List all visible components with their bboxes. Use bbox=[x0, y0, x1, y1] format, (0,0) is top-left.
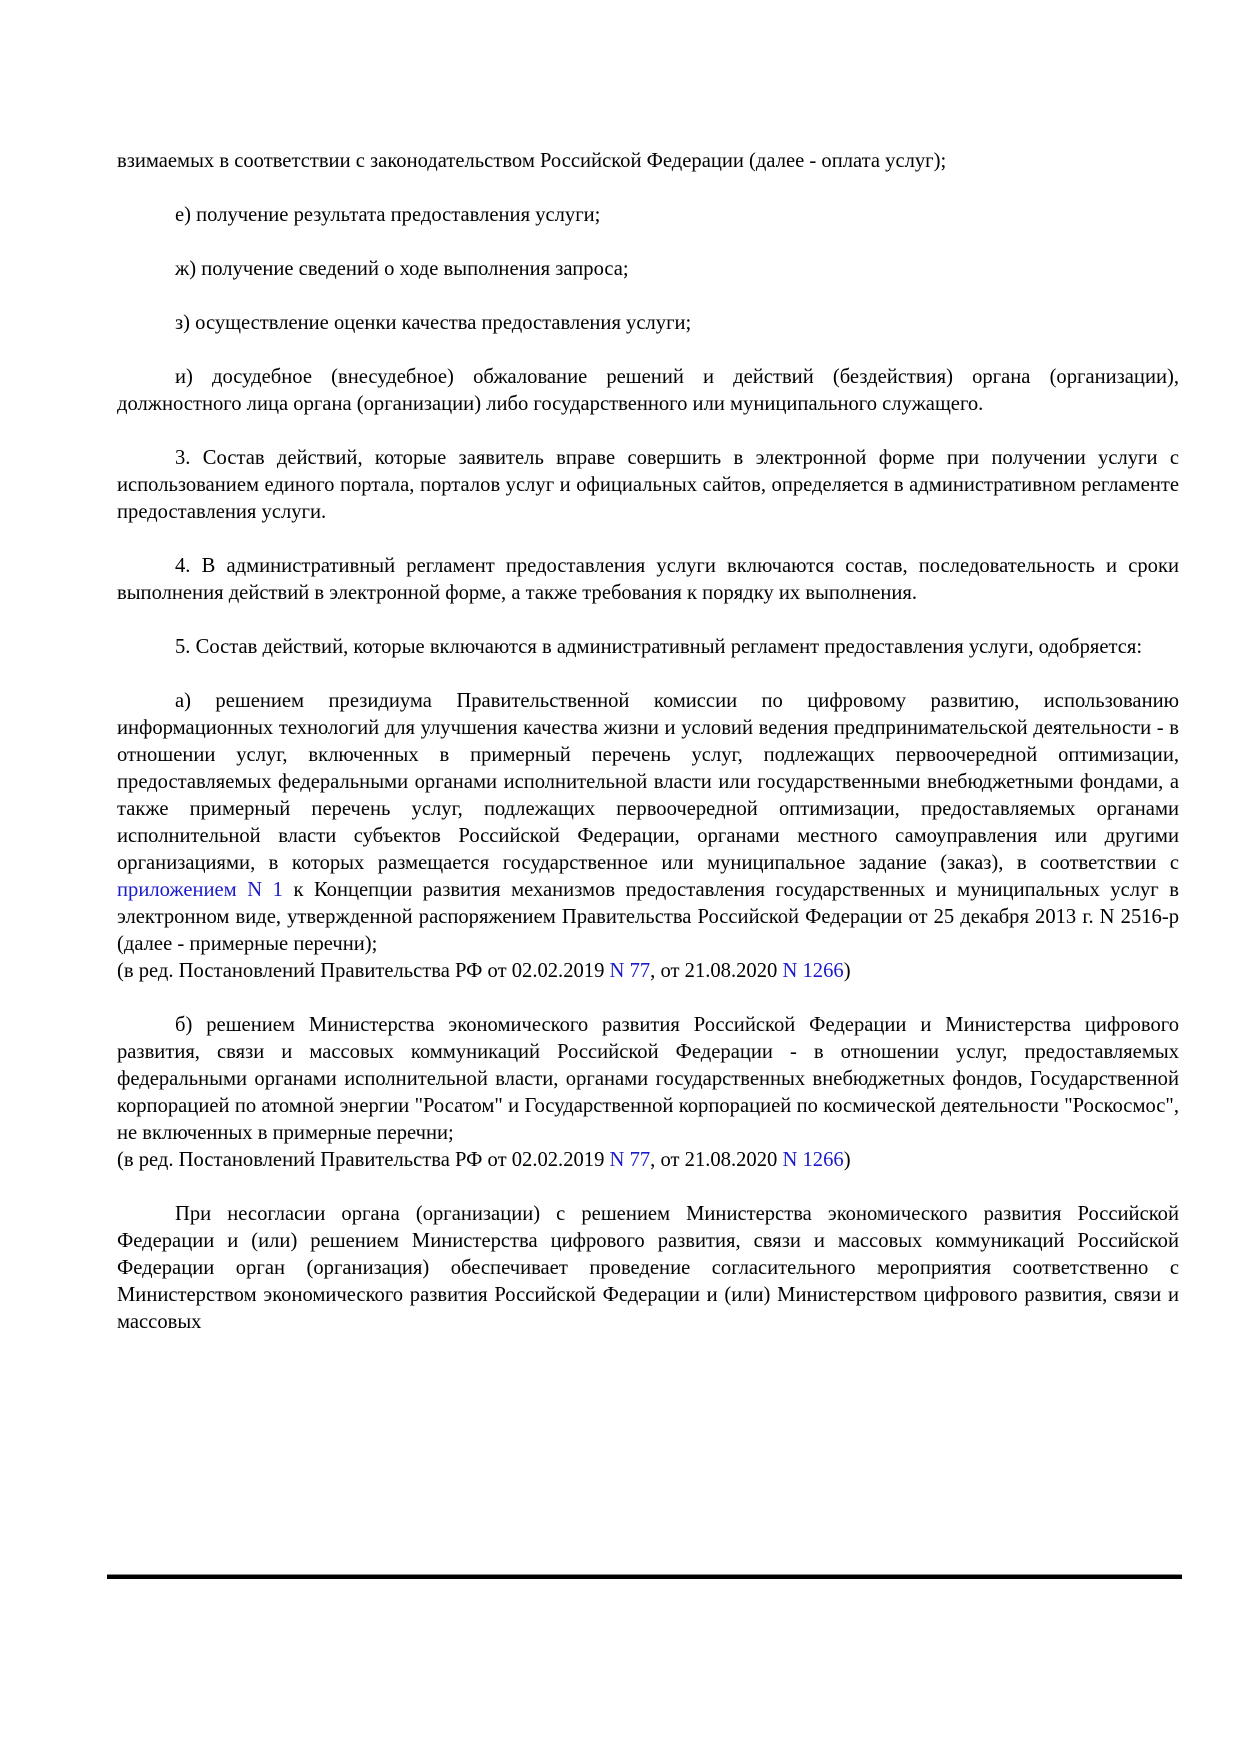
resolution-1266-link[interactable]: N 1266 bbox=[782, 1149, 844, 1171]
paragraph-item-a bbox=[117, 688, 1179, 958]
edition-note-middle: , от 21.08.2020 bbox=[650, 1149, 783, 1171]
edition-note-a bbox=[117, 958, 1179, 985]
resolution-77-link[interactable]: N 77 bbox=[609, 1149, 651, 1171]
footer-rule-divider bbox=[107, 1574, 1182, 1579]
paragraph-5: 5. Состав действий, которые включаются в административный регламент предоставления услуги, одобряется: bbox=[175, 636, 1143, 658]
paragraph-item-b: б) решением Министерства экономического развития Российской Федерации и Министерства цифрового развития, связи и массовых коммуникаций Российской Федерации - в отношении услуг, предоставляемых федеральными органами исполнительной власти, органами государственных внебюджетных фондов, Государственной корпорацией по атомной энергии "Росатом" и Государственной корпорацией по космической деятельности "Роскосмос", не включенных в примерные перечни; bbox=[117, 1014, 1179, 1144]
edition-note-suffix: ) bbox=[843, 1149, 851, 1171]
document-page bbox=[117, 148, 1179, 1363]
edition-note-prefix: (в ред. Постановлений Правительства РФ от 02.02.2019 bbox=[117, 960, 610, 982]
paragraph-item-zh: ж) получение сведений о ходе выполнения запроса; bbox=[175, 258, 629, 280]
paragraph-item-e: е) получение результата предоставления услуги; bbox=[175, 204, 601, 226]
paragraph-item-z: з) осуществление оценки качества предоставления услуги; bbox=[175, 312, 692, 334]
edition-note-prefix: (в ред. Постановлений Правительства РФ от 02.02.2019 bbox=[117, 1149, 610, 1171]
edition-note-b bbox=[117, 1147, 1179, 1174]
edition-note-middle: , от 21.08.2020 bbox=[650, 960, 783, 982]
paragraph-a-text-1: а) решением президиума Правительственной комиссии по цифровому развитию, использованию информационных технологий для улучшения качества жизни и условий ведения предпринимательской деятельности - в отношении услуг, включенных в примерный перечень услуг, подлежащих первоочередной оптимизации, предоставляемых федеральными органами исполнительной власти или государственными внебюджетными фондами, а также примерный перечень услуг, подлежащих первоочередной оптимизации, предоставляемых органами исполнительной власти субъектов Российской Федерации, органами местного самоуправления или другими организациями, в которых размещается государственное или муниципальное задание (заказ), в соответствии с bbox=[117, 690, 1179, 874]
paragraph-continuation: взимаемых в соответствии с законодательством Российской Федерации (далее - оплата услуг); bbox=[117, 150, 947, 172]
appendix-1-link[interactable]: приложением N 1 bbox=[117, 879, 283, 901]
resolution-77-link[interactable]: N 77 bbox=[609, 960, 651, 982]
paragraph-disagreement: При несогласии органа (организации) с решением Министерства экономического развития Российской Федерации и (или) решением Министерства цифрового развития, связи и массовых коммуникаций Российской Федерации орган (организация) обеспечивает проведение согласительного мероприятия соответственно с Министерством экономического развития Российской Федерации и (или) Министерством цифрового развития, связи и массовых bbox=[117, 1203, 1179, 1333]
paragraph-a-text-2: к Концепции развития механизмов предоставления государственных и муниципальных услуг в электронном виде, утвержденной распоряжением Правительства Российской Федерации от 25 декабря 2013 г. N 2516-р (далее - примерные перечни); bbox=[117, 879, 1179, 955]
edition-note-suffix: ) bbox=[843, 960, 851, 982]
paragraph-3: 3. Состав действий, которые заявитель вправе совершить в электронной форме при получении услуги с использованием единого портала, порталов услуг и официальных сайтов, определяется в административном регламенте предоставления услуги. bbox=[117, 447, 1179, 523]
paragraph-4: 4. В административный регламент предоставления услуги включаются состав, последовательность и сроки выполнения действий в электронной форме, а также требования к порядку их выполнения. bbox=[117, 555, 1179, 604]
resolution-1266-link[interactable]: N 1266 bbox=[782, 960, 844, 982]
paragraph-item-i: и) досудебное (внесудебное) обжалование решений и действий (бездействия) органа (организации), должностного лица органа (организации) либо государственного или муниципального служащего. bbox=[117, 366, 1179, 415]
